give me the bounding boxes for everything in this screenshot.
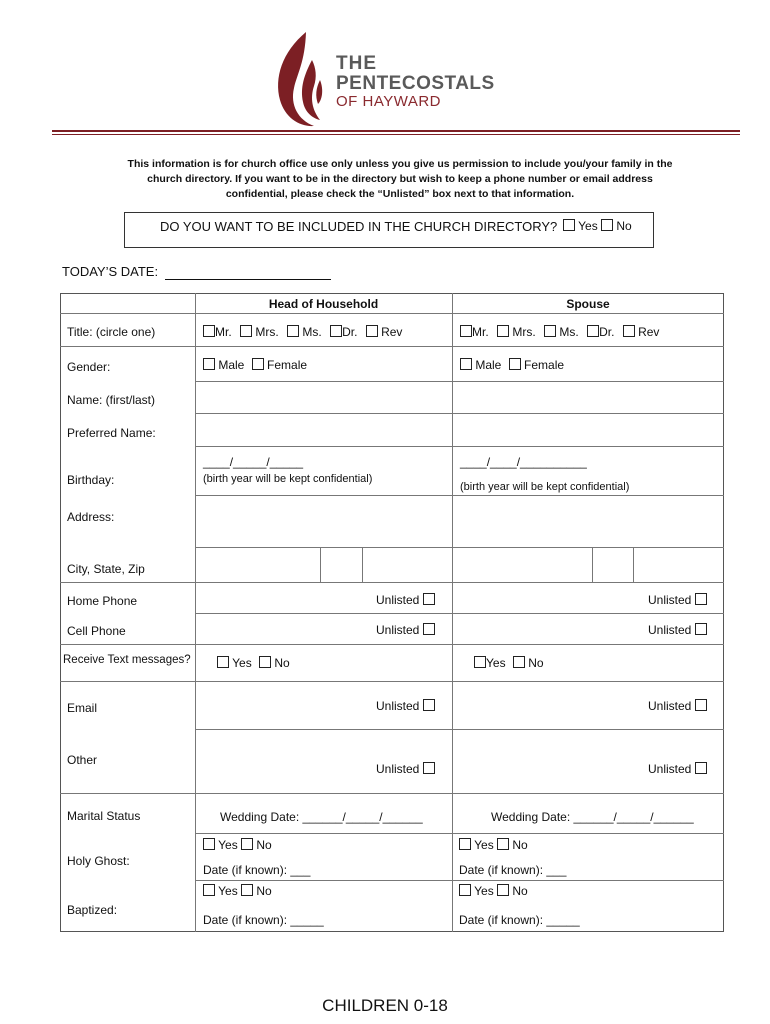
spouse-gender-options [460, 358, 564, 372]
gender-label: Gender: [67, 360, 111, 374]
row-divider [195, 446, 724, 447]
head-text-yes-label: Yes [232, 656, 252, 670]
head-bap-date-field[interactable]: Date (if known): _____ [203, 913, 324, 927]
column-divider [320, 547, 321, 582]
spouse-bap-date-field[interactable]: Date (if known): _____ [459, 913, 580, 927]
spouse-ms-checkbox[interactable] [544, 325, 556, 337]
head-home-phone-unlisted [376, 593, 435, 607]
head-of-household-header: Head of Household [268, 297, 379, 311]
spouse-header: Spouse [566, 297, 610, 311]
head-rev-checkbox[interactable] [366, 325, 378, 337]
spouse-female-checkbox[interactable] [509, 358, 521, 370]
title-label: Title: (circle one) [67, 325, 156, 339]
head-other-unlisted [376, 762, 435, 776]
spouse-bap-yes-checkbox[interactable] [459, 884, 471, 896]
unlisted-label: Unlisted [648, 593, 692, 607]
head-receive-text-options [217, 656, 290, 670]
city-state-zip-label: City, State, Zip [67, 562, 145, 576]
head-mrs-checkbox[interactable] [240, 325, 252, 337]
spouse-other-unlisted [648, 762, 707, 776]
spouse-female-label: Female [524, 358, 565, 372]
holy-ghost-label: Holy Ghost: [67, 854, 130, 868]
spouse-mrs-label: Mrs. [512, 325, 536, 339]
address-label: Address: [67, 510, 115, 524]
head-hg-date-field[interactable]: Date (if known): ___ [203, 863, 311, 877]
spouse-hg-yes-label: Yes [474, 838, 494, 852]
logo-line-2: PENTECOSTALS [336, 73, 495, 94]
head-hg-no-label: No [256, 838, 272, 852]
directory-question: DO YOU WANT TO BE INCLUDED IN THE CHURCH DIRECTORY? [160, 219, 558, 234]
spouse-rev-checkbox[interactable] [623, 325, 635, 337]
head-male-label: Male [218, 358, 245, 372]
spouse-holy-ghost-options [459, 838, 528, 852]
head-text-no-checkbox[interactable] [259, 656, 271, 668]
spouse-baptized-options [459, 884, 528, 898]
spouse-text-no-label: No [528, 656, 544, 670]
head-bap-yes-checkbox[interactable] [203, 884, 215, 896]
unlisted-label: Unlisted [376, 762, 420, 776]
spouse-text-yes-checkbox[interactable] [474, 656, 486, 668]
intro-text: This information is for church office use only unless you give us permission to include you/your family in the church directory. If you want to be in the directory but wish to keep a phone number or email address confidential, please check the “Unlisted” box next to that information. [127, 158, 673, 200]
row-divider [60, 346, 724, 347]
row-divider [60, 313, 724, 314]
baptized-label: Baptized: [67, 903, 118, 917]
head-mr-label: Mr. [215, 325, 232, 339]
header-divider-thin [52, 134, 740, 135]
todays-date-field[interactable] [165, 279, 331, 280]
unlisted-label: Unlisted [376, 623, 420, 637]
flame-logo-icon [272, 30, 332, 128]
row-divider [60, 793, 724, 794]
head-mrs-label: Mrs. [255, 325, 279, 339]
unlisted-checkbox[interactable] [695, 623, 707, 635]
row-divider [60, 582, 724, 583]
column-divider [592, 547, 593, 582]
head-bap-no-checkbox[interactable] [241, 884, 253, 896]
head-mr-checkbox[interactable] [203, 325, 215, 337]
spouse-hg-yes-checkbox[interactable] [459, 838, 471, 850]
head-text-no-label: No [274, 656, 290, 670]
head-title-options [203, 325, 402, 339]
head-dr-checkbox[interactable] [330, 325, 342, 337]
row-divider [195, 833, 724, 834]
head-text-yes-checkbox[interactable] [217, 656, 229, 668]
spouse-male-label: Male [475, 358, 502, 372]
spouse-mrs-checkbox[interactable] [497, 325, 509, 337]
spouse-ms-label: Ms. [559, 325, 579, 339]
spouse-mr-checkbox[interactable] [460, 325, 472, 337]
logo-line-1: THE [336, 53, 377, 74]
spouse-cell-phone-unlisted [648, 623, 707, 637]
cell-phone-label: Cell Phone [67, 624, 126, 638]
row-divider [195, 613, 724, 614]
head-birth-note: (birth year will be kept confidential) [203, 473, 373, 485]
head-female-checkbox[interactable] [252, 358, 264, 370]
spouse-text-no-checkbox[interactable] [513, 656, 525, 668]
directory-yes-checkbox[interactable] [563, 219, 575, 231]
unlisted-label: Unlisted [648, 699, 692, 713]
unlisted-checkbox[interactable] [695, 593, 707, 605]
head-female-label: Female [267, 358, 308, 372]
head-hg-yes-label: Yes [218, 838, 238, 852]
unlisted-checkbox[interactable] [423, 623, 435, 635]
head-ms-checkbox[interactable] [287, 325, 299, 337]
logo-text [336, 54, 495, 110]
home-phone-label: Home Phone [67, 594, 138, 608]
other-label: Other [67, 753, 98, 767]
head-bap-yes-label: Yes [218, 884, 238, 898]
head-rev-label: Rev [381, 325, 403, 339]
spouse-bap-yes-label: Yes [474, 884, 494, 898]
head-bap-no-label: No [256, 884, 272, 898]
spouse-bap-no-label: No [512, 884, 528, 898]
row-divider [195, 381, 724, 382]
spouse-hg-no-checkbox[interactable] [497, 838, 509, 850]
spouse-dr-label: Dr. [599, 325, 615, 339]
unlisted-checkbox[interactable] [423, 762, 435, 774]
head-hg-no-checkbox[interactable] [241, 838, 253, 850]
birthday-label: Birthday: [67, 473, 115, 487]
head-male-checkbox[interactable] [203, 358, 215, 370]
head-cell-phone-unlisted [376, 623, 435, 637]
head-ms-label: Ms. [302, 325, 322, 339]
column-divider [633, 547, 634, 582]
spouse-home-phone-unlisted [648, 593, 707, 607]
receive-text-label: Receive Text messages? [63, 654, 191, 666]
row-divider [195, 880, 724, 881]
spouse-hg-date-field[interactable]: Date (if known): ___ [459, 863, 567, 877]
spouse-receive-text-options [474, 656, 544, 670]
head-hg-yes-checkbox[interactable] [203, 838, 215, 850]
head-dr-label: Dr. [342, 325, 358, 339]
children-section-title: CHILDREN 0-18 [322, 996, 448, 1015]
column-divider [362, 547, 363, 582]
spouse-birth-note: (birth year will be kept confidential) [460, 481, 630, 493]
spouse-hg-no-label: No [512, 838, 528, 852]
logo-line-3: OF HAYWARD [336, 93, 441, 110]
head-baptized-options [203, 884, 272, 898]
row-divider [60, 681, 724, 682]
spouse-dr-checkbox[interactable] [587, 325, 599, 337]
unlisted-label: Unlisted [376, 593, 420, 607]
spouse-title-options [460, 325, 659, 339]
unlisted-label: Unlisted [648, 762, 692, 776]
directory-no-label: No [616, 219, 632, 233]
unlisted-checkbox[interactable] [423, 593, 435, 605]
spouse-mr-label: Mr. [472, 325, 489, 339]
spouse-email-unlisted [648, 699, 707, 713]
row-divider [60, 644, 724, 645]
spouse-male-checkbox[interactable] [460, 358, 472, 370]
spouse-wedding-date-field[interactable]: Wedding Date: ______/_____/______ [491, 810, 694, 824]
spouse-text-yes-label: Yes [486, 656, 506, 670]
header-divider [52, 130, 740, 132]
directory-no-checkbox[interactable] [601, 219, 613, 231]
unlisted-label: Unlisted [376, 699, 420, 713]
head-email-unlisted [376, 699, 435, 713]
email-label: Email [67, 701, 98, 715]
row-divider [195, 495, 724, 496]
directory-yes-label: Yes [578, 219, 598, 233]
row-divider [195, 729, 724, 730]
row-divider [195, 413, 724, 414]
head-gender-options [203, 358, 307, 372]
row-divider [195, 547, 724, 548]
head-birthday-field[interactable]: ____/_____/_____ [203, 455, 304, 469]
unlisted-checkbox[interactable] [695, 699, 707, 711]
head-holy-ghost-options [203, 838, 272, 852]
marital-status-label: Marital Status [67, 809, 141, 823]
preferred-name-label: Preferred Name: [67, 426, 156, 440]
spouse-birthday-field[interactable]: ____/____/__________ [460, 455, 587, 469]
unlisted-label: Unlisted [648, 623, 692, 637]
directory-yes-option [563, 219, 632, 233]
unlisted-checkbox[interactable] [423, 699, 435, 711]
head-wedding-date-field[interactable]: Wedding Date: ______/_____/______ [220, 810, 423, 824]
todays-date-label: TODAY’S DATE: [62, 264, 159, 279]
name-label: Name: (first/last) [67, 393, 156, 407]
spouse-bap-no-checkbox[interactable] [497, 884, 509, 896]
spouse-rev-label: Rev [638, 325, 660, 339]
unlisted-checkbox[interactable] [695, 762, 707, 774]
